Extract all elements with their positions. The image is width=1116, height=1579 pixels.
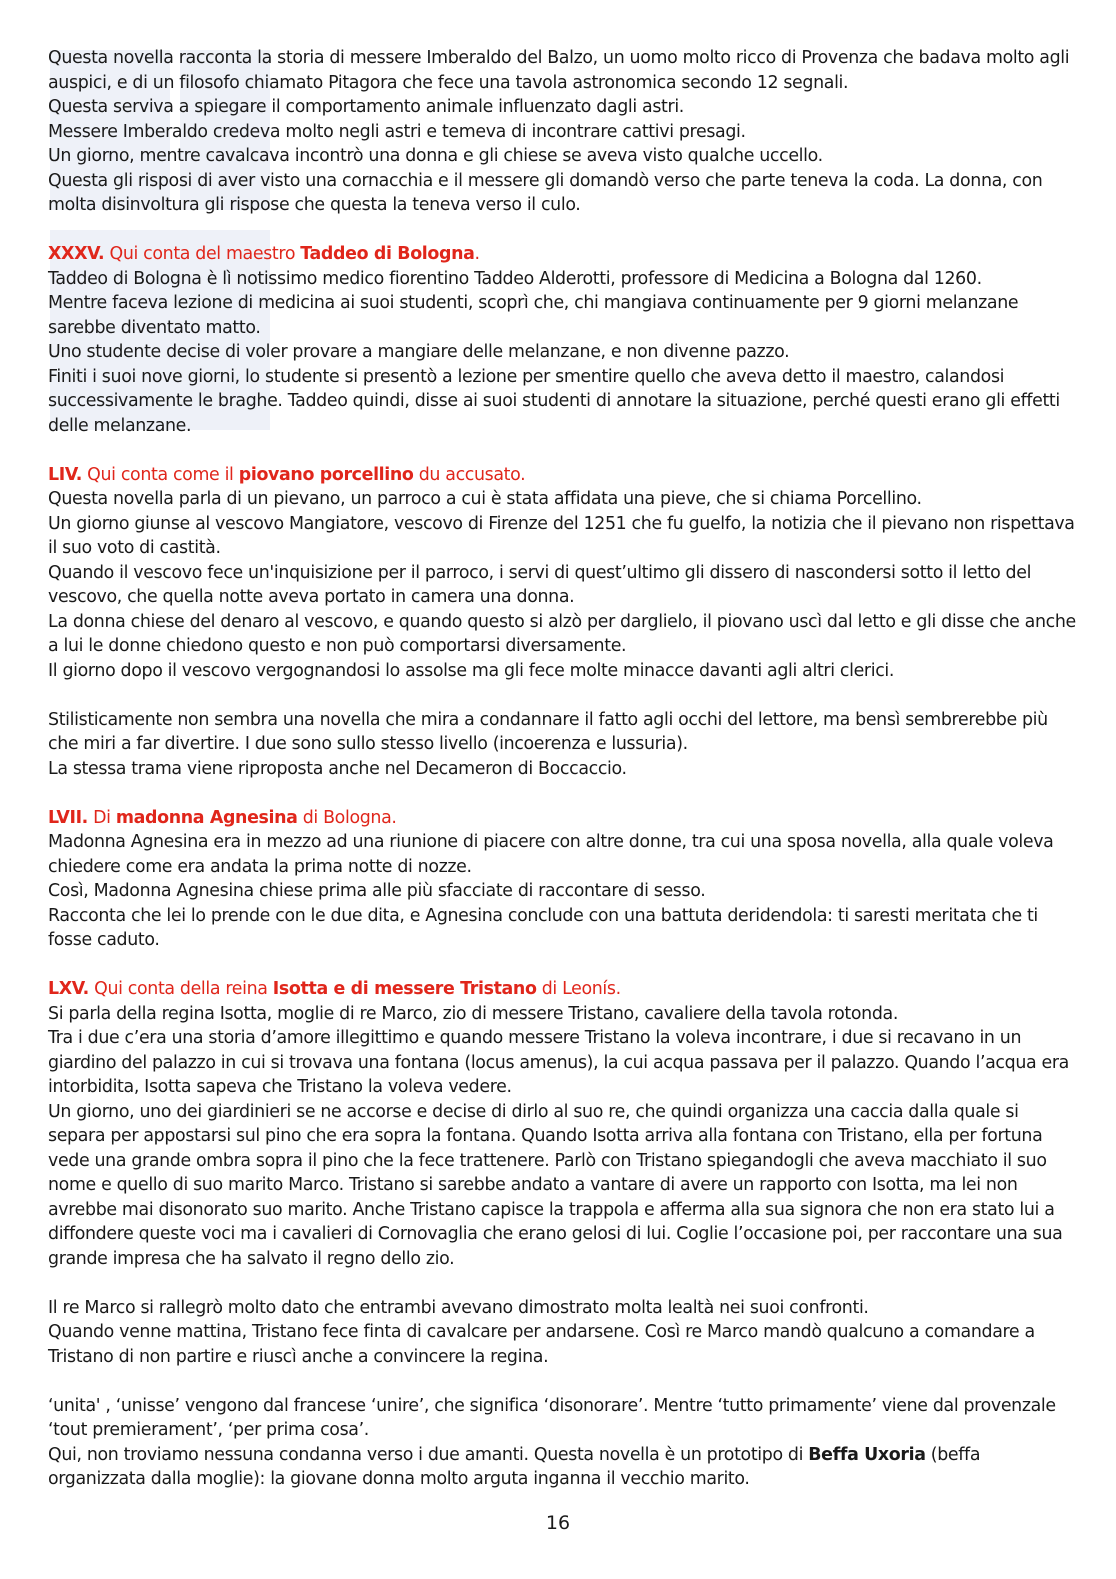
section-heading	[48, 242, 1078, 267]
heading-name: Isotta e di messere Tristano	[272, 979, 537, 999]
paragraph: Questa novella parla di un pievano, un parroco a cui è stata affidata una pieve, che si chiama Porcellino.	[48, 489, 922, 509]
heading-name: piovano porcellino	[238, 464, 414, 485]
paragraph: Messere Imberaldo credeva molto negli astri e temeva di incontrare cattivi presagi.	[48, 121, 746, 142]
heading-number: LVII.	[48, 807, 88, 828]
heading-text: Qui conta come il	[81, 464, 239, 485]
bold-term: Beffa Uxoria	[808, 1444, 926, 1465]
paragraph: Si parla della regina Isotta, moglie di re Marco, zio di messere Tristano, cavaliere della tavola rotonda.	[48, 1003, 898, 1024]
paragraph: Il re Marco si rallegrò molto dato che entrambi avevano dimostrato molta lealtà nei suoi confronti.	[48, 1297, 869, 1318]
paragraph: Il giorno dopo il vescovo vergognandosi lo assolse ma gli fece molte minacce davanti agli altri clerici.	[48, 660, 895, 681]
section-lvii	[48, 806, 1078, 953]
section-xxxv	[48, 242, 1078, 438]
text-run: Qui, non troviamo nessuna condanna verso i due amanti. Questa novella è un prototipo di	[48, 1444, 809, 1465]
heading-number: XXXV.	[48, 244, 105, 264]
heading-name: madonna Agnesina	[115, 807, 298, 828]
paragraph: Un giorno giunse al vescovo Mangiatore, vescovo di Firenze del 1251 che fu guelfo, la notizia che il pievano non rispettava il suo voto di castità.	[48, 513, 1075, 558]
section-heading	[48, 806, 1078, 831]
heading-text: .	[474, 244, 480, 264]
heading-text: di Leonís.	[536, 979, 621, 999]
section-heading	[48, 977, 1078, 1002]
heading-number: LIV.	[48, 464, 82, 485]
paragraph: Racconta che lei lo prende con le due dita, e Agnesina conclude con una battuta deridendola: ti saresti meritata che ti fosse caduto.	[48, 905, 1038, 950]
heading-text: Qui conta della reina	[88, 979, 273, 999]
paragraph: Finiti i suoi nove giorni, lo studente si presentò a lezione per smentire quello che aveva detto il maestro, calandosi successivamente le braghe. Taddeo quindi, disse ai suoi studenti di annotare la situazione, perché questi erano gli effetti delle melanzane.	[48, 366, 1060, 436]
paragraph: Tra i due c’era una storia d’amore illegittimo e quando messere Tristano la voleva incontrare, i due si recavano in un giardino del palazzo in cui si trovava una fontana (locus amenus), la cui acqua passava per il palazzo. Quando l’acqua era intorbidita, Isotta sapeva che Tristano la voleva vedere.	[48, 1028, 1069, 1097]
paragraph: Un giorno, uno dei giardinieri se ne accorse e decise di dirlo al suo re, che quindi organizza una caccia dalla quale si separa per appostarsi sul pino che era sopra la fontana. Quando Isotta arriva alla fontana con Tristano, ella per fortuna vede una grande ombra sopra il pino che la fece trattenere. Parlò con Tristano spiegandogli che aveva macchiato il suo nome e quello di suo marito Marco. Tristano si sarebbe andato a vantare di avere un rapporto con Isotta, ma lei non avrebbe mai disonorato suo marito. Anche Tristano capisce la trappola e afferma alla sua signora che non era stato lui a diffondere queste voci ma i cavalieri di Cornovaglia che erano gelosi di lui. Coglie l’occasione poi, per raccontare una sua grande impresa che ha salvato il regno dello zio.	[48, 1101, 1063, 1269]
section-lxv	[48, 977, 1078, 1492]
section-liv	[48, 463, 1078, 782]
heading-number: LXV.	[48, 979, 89, 999]
paragraph: ‘unita' , ‘unisse’ vengono dal francese ‘unire’, che significa ‘disonorare’. Mentre ‘tutto primamente’ viene dal provenzale ‘tout premierament’, ‘per prima cosa’.	[48, 1395, 1056, 1440]
paragraph: Questa novella racconta la storia di messere Imberaldo del Balzo, un uomo molto ricco di Provenza che badava molto agli auspici, e di un filosofo chiamato Pitagora che fece una tavola astronomica secondo 12 segnali.	[48, 48, 1070, 93]
document-page	[48, 46, 1078, 1492]
heading-text: Di	[87, 807, 116, 828]
paragraph	[48, 1443, 1078, 1492]
section-heading	[48, 463, 1078, 488]
paragraph: Questa serviva a spiegare il comportamento animale influenzato dagli astri.	[48, 97, 684, 117]
paragraph: Uno studente decise di voler provare a mangiare delle melanzane, e non divenne pazzo.	[48, 342, 790, 362]
paragraph: Madonna Agnesina era in mezzo ad una riunione di piacere con altre donne, tra cui una sposa novella, alla quale voleva chiedere come era andata la prima notte di nozze.	[48, 832, 1054, 877]
paragraph: Quando venne mattina, Tristano fece finta di cavalcare per andarsene. Così re Marco mandò qualcuno a comandare a Tristano di non partire e riuscì anche a convincere la regina.	[48, 1322, 1035, 1367]
paragraph: La stessa trama viene riproposta anche nel Decameron di Boccaccio.	[48, 758, 627, 779]
heading-text: Qui conta del maestro	[104, 244, 301, 264]
paragraph: Quando il vescovo fece un'inquisizione per il parroco, i servi di quest’ultimo gli dissero di nascondersi sotto il letto del vescovo, che quella notte aveva portato in camera una donna.	[48, 562, 1032, 607]
paragraph: La donna chiese del denaro al vescovo, e quando questo si alzò per darglielo, il piovano uscì dal letto e gli disse che anche a lui le donne chiedono questo e non può comportarsi diversamente.	[48, 611, 1076, 656]
paragraph: Mentre faceva lezione di medicina ai suoi studenti, scoprì che, chi mangiava continuamente per 9 giorni melanzane sarebbe diventato matto.	[48, 293, 1019, 338]
heading-text: di Bologna.	[297, 807, 397, 828]
paragraph: Un giorno, mentre cavalcava incontrò una donna e gli chiese se aveva visto qualche uccello.	[48, 146, 823, 166]
page-number: 16	[545, 1512, 571, 1534]
paragraph: Questa gli risposi di aver visto una cornacchia e il messere gli domandò verso che parte teneva la coda. La donna, con molta disinvoltura gli rispose che questa la teneva verso il culo.	[48, 170, 1043, 215]
paragraph: Taddeo di Bologna è lì notissimo medico fiorentino Taddeo Alderotti, professore di Medicina a Bologna dal 1260.	[48, 268, 982, 289]
intro-section	[48, 46, 1078, 218]
paragraph: Così, Madonna Agnesina chiese prima alle più sfacciate di raccontare di sesso.	[48, 881, 706, 901]
heading-name: Taddeo di Bologna	[300, 244, 475, 264]
paragraph: Stilisticamente non sembra una novella che mira a condannare il fatto agli occhi del lettore, ma bensì sembrerebbe più che miri a far divertire. I due sono sullo stesso livello (incoerenza e lussuria).	[48, 709, 1048, 754]
heading-text: du accusato.	[413, 464, 526, 485]
text-run: (beffa organizzata dalla moglie): la giovane donna molto arguta inganna il vecchio marito.	[48, 1444, 981, 1489]
